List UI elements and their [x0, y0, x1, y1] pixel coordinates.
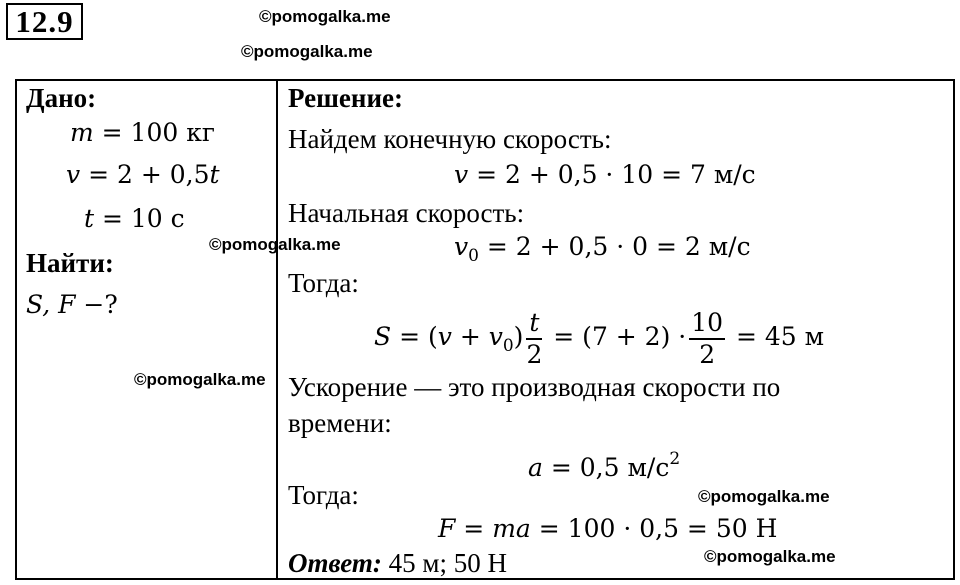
watermark: ©pomogalka.me — [259, 7, 391, 26]
equation-distance — [374, 306, 824, 377]
given-velocity-law — [66, 160, 220, 190]
equation-rest: = 2 + 0,5 · 10 = 7 м/с — [468, 160, 756, 189]
watermark: ©pomogalka.me — [704, 547, 836, 566]
solution-line-acceleration-cont: времени: — [288, 408, 392, 438]
solution-then-2: Тогда: — [288, 480, 359, 510]
fraction-numerator: t — [526, 308, 542, 340]
given-time — [84, 204, 185, 234]
plus-sign: + — [451, 322, 489, 351]
mass-value: = 100 кг — [93, 118, 215, 147]
var-v: v — [66, 160, 81, 189]
var-S: S — [374, 322, 392, 351]
given-mass — [70, 118, 215, 148]
var-a: a — [528, 453, 543, 482]
given-heading: Дано: — [26, 83, 97, 113]
find-unknowns — [26, 290, 118, 320]
fraction-numerator: 10 — [689, 308, 725, 340]
paren-close: ) — [513, 322, 524, 351]
find-heading: Найти: — [26, 248, 114, 278]
var-F: F — [438, 514, 456, 543]
subscript: 0 — [502, 336, 514, 356]
answer-label: Ответ: — [288, 548, 382, 578]
solution-line-acceleration: Ускорение — это производная скорости по — [288, 372, 781, 402]
table-divider — [276, 79, 278, 580]
var-v: v — [454, 232, 469, 261]
solution-then-1: Тогда: — [288, 268, 359, 298]
equation-rest: = 100 · 0,5 = 50 Н — [530, 514, 778, 543]
solution-line-final-speed: Найдем конечную скорость: — [288, 124, 612, 154]
equation-rest: = 0,5 м/с — [542, 453, 670, 482]
equation-final-speed — [454, 160, 756, 190]
equation-result: = 45 м — [728, 322, 825, 351]
fraction-denominator: 2 — [699, 339, 716, 369]
var-ma: ma — [492, 514, 531, 543]
fraction-t-over-2 — [526, 308, 542, 370]
var-v0: v — [488, 322, 503, 351]
var-v: v — [437, 322, 452, 351]
var-v: v — [454, 160, 469, 189]
velocity-expression: = 2 + 0,5 — [80, 160, 210, 189]
watermark: ©pomogalka.me — [241, 42, 373, 61]
answer-value: 45 м; 50 Н — [381, 548, 507, 578]
equation-initial-speed — [454, 232, 751, 271]
subscript: 0 — [468, 246, 479, 266]
solution-heading: Решение: — [288, 83, 403, 113]
problem-number: 12.9 — [6, 3, 83, 40]
fraction-denominator: 2 — [526, 339, 543, 369]
paren-open: = ( — [391, 322, 438, 351]
fraction-10-over-2 — [689, 308, 725, 370]
time-value: = 10 с — [94, 204, 185, 233]
equation-force — [438, 514, 777, 544]
equation-rest: = 2 + 0,5 · 0 = 2 м/с — [478, 232, 751, 261]
solution-line-initial-speed: Начальная скорость: — [288, 198, 525, 228]
equation-acceleration — [528, 444, 680, 483]
equation-middle: = (7 + 2) · — [545, 322, 687, 351]
watermark: ©pomogalka.me — [134, 370, 266, 389]
equals-sign: = — [455, 514, 493, 543]
var-t: t — [209, 160, 220, 189]
watermark: ©pomogalka.me — [209, 235, 341, 254]
superscript: 2 — [669, 449, 681, 469]
unknown-suffix: −? — [75, 290, 118, 319]
watermark: ©pomogalka.me — [698, 487, 830, 506]
unknown-vars: S, F — [26, 290, 76, 319]
var-m: m — [70, 118, 94, 147]
var-t: t — [84, 204, 95, 233]
answer-line — [288, 548, 507, 578]
